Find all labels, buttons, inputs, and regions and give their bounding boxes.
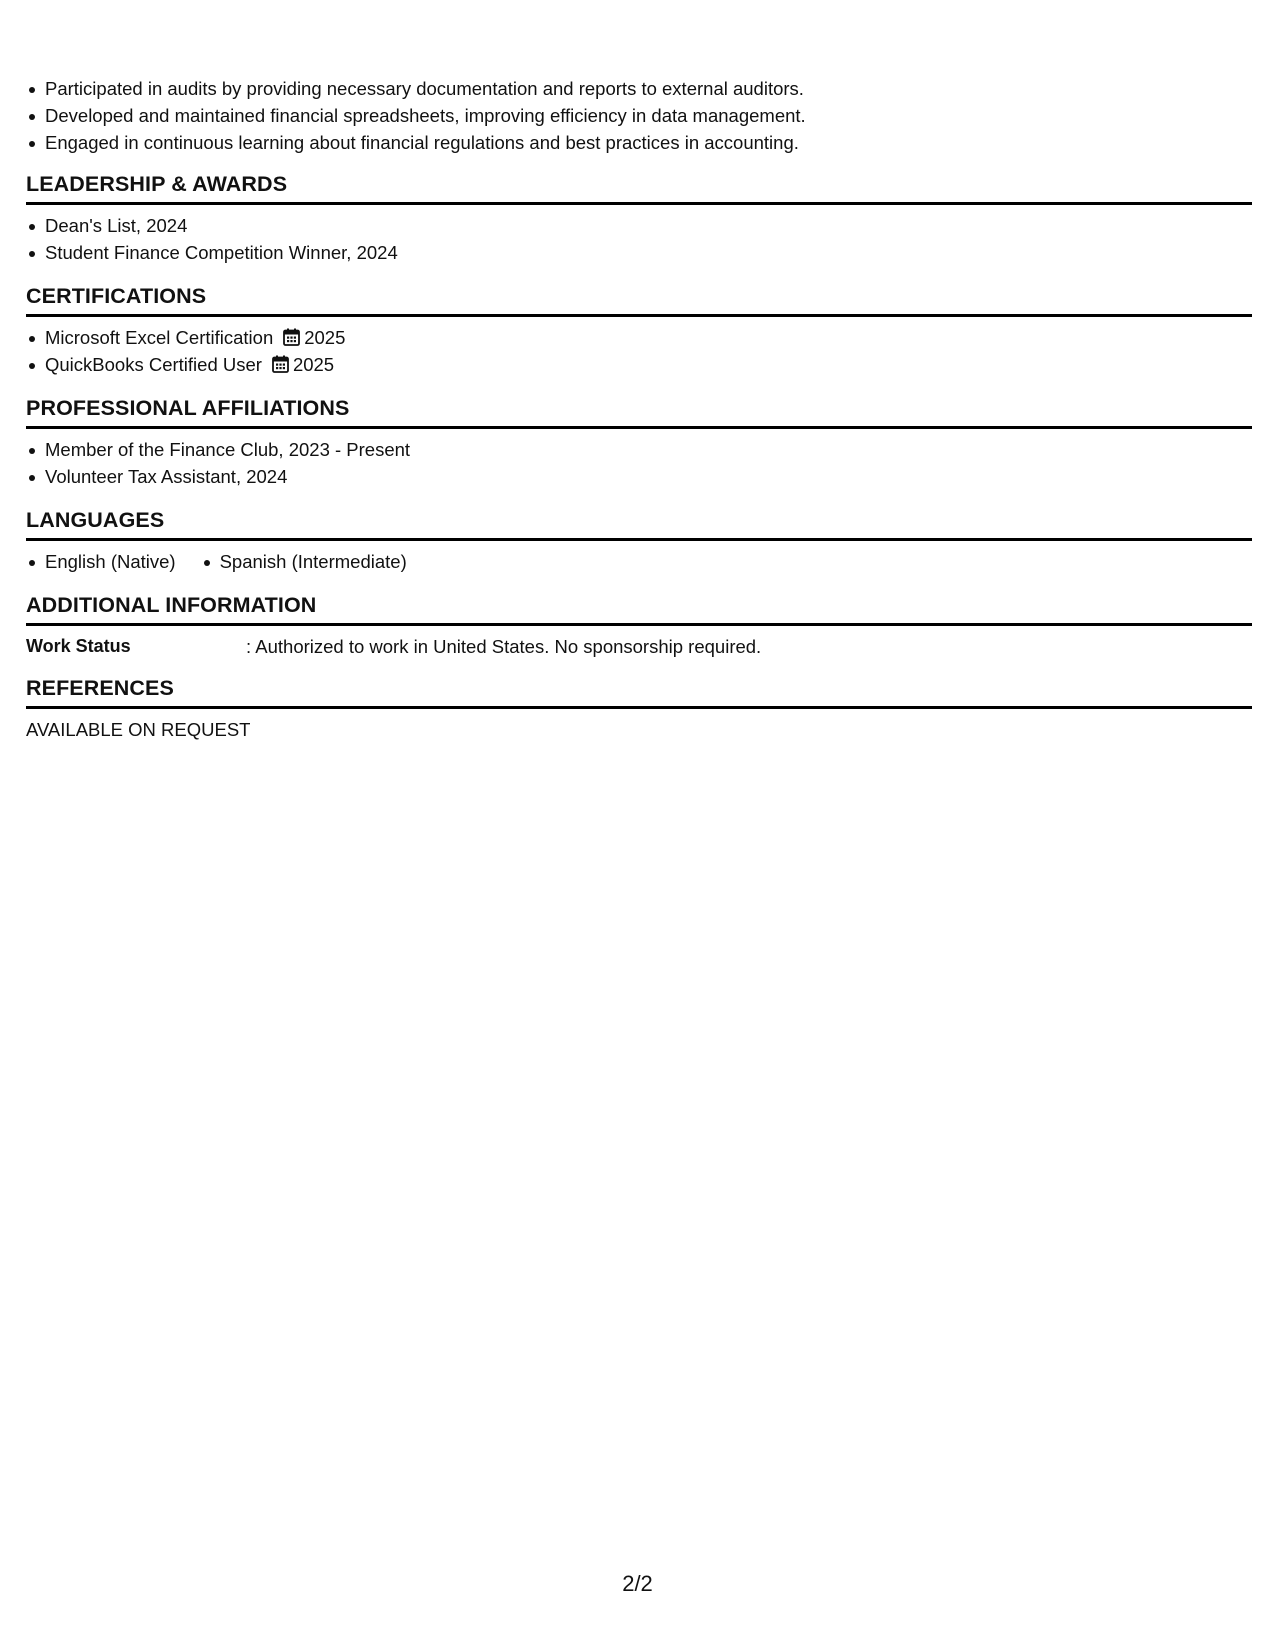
- page-number: 2/2: [622, 1571, 653, 1596]
- calendar-icon: [283, 326, 300, 353]
- list-item: Dean's List, 2024: [26, 212, 1253, 239]
- leadership-list: [26, 212, 1253, 266]
- list-item: Member of the Finance Club, 2023 - Present: [26, 436, 1253, 463]
- section-leadership: [26, 171, 1253, 266]
- section-additional-information: [26, 592, 1253, 660]
- list-item: [26, 351, 1253, 378]
- section-divider: [26, 623, 1252, 626]
- section-divider: [26, 314, 1252, 317]
- certification-year: 2025: [304, 327, 346, 348]
- certification-year: 2025: [292, 354, 335, 375]
- work-status-value: : Authorized to work in United States. No sponsorship required.: [246, 636, 762, 657]
- section-divider: [26, 538, 1252, 541]
- affiliations-list: [26, 436, 1253, 490]
- list-item: Engaged in continuous learning about financial regulations and best practices in accounting.: [26, 129, 1253, 156]
- languages-list: [26, 548, 1253, 575]
- work-status-row: [26, 633, 1253, 660]
- certification-name: QuickBooks Certified User: [45, 354, 262, 375]
- section-title: LANGUAGES: [26, 508, 165, 532]
- resume-page: [26, 0, 1253, 743]
- list-item: Student Finance Competition Winner, 2024: [26, 239, 1253, 266]
- calendar-icon: [272, 353, 289, 380]
- list-item: Developed and maintained financial spreadsheets, improving efficiency in data management.: [26, 102, 1253, 129]
- section-affiliations: [26, 395, 1253, 490]
- list-item: Spanish (Intermediate): [201, 548, 407, 575]
- section-title: LEADERSHIP & AWARDS: [26, 172, 288, 196]
- section-title: ADDITIONAL INFORMATION: [26, 593, 317, 617]
- section-divider: [26, 426, 1252, 429]
- section-title: CERTIFICATIONS: [26, 284, 207, 308]
- section-divider: [26, 706, 1252, 709]
- list-item: English (Native): [26, 548, 176, 575]
- section-references: [26, 675, 1253, 743]
- experience-bullets: [26, 75, 1253, 156]
- work-status-label: Work Status: [26, 636, 131, 656]
- references-text: AVAILABLE ON REQUEST: [26, 719, 251, 740]
- section-certifications: [26, 283, 1253, 378]
- section-title: PROFESSIONAL AFFILIATIONS: [26, 396, 350, 420]
- list-item: Volunteer Tax Assistant, 2024: [26, 463, 1253, 490]
- list-item: Participated in audits by providing necessary documentation and reports to external auditors.: [26, 75, 1253, 102]
- section-divider: [26, 202, 1252, 205]
- section-languages: [26, 507, 1253, 575]
- certifications-list: [26, 324, 1253, 378]
- list-item: [26, 324, 1253, 351]
- section-title: REFERENCES: [26, 676, 174, 700]
- certification-name: Microsoft Excel Certification: [45, 327, 274, 348]
